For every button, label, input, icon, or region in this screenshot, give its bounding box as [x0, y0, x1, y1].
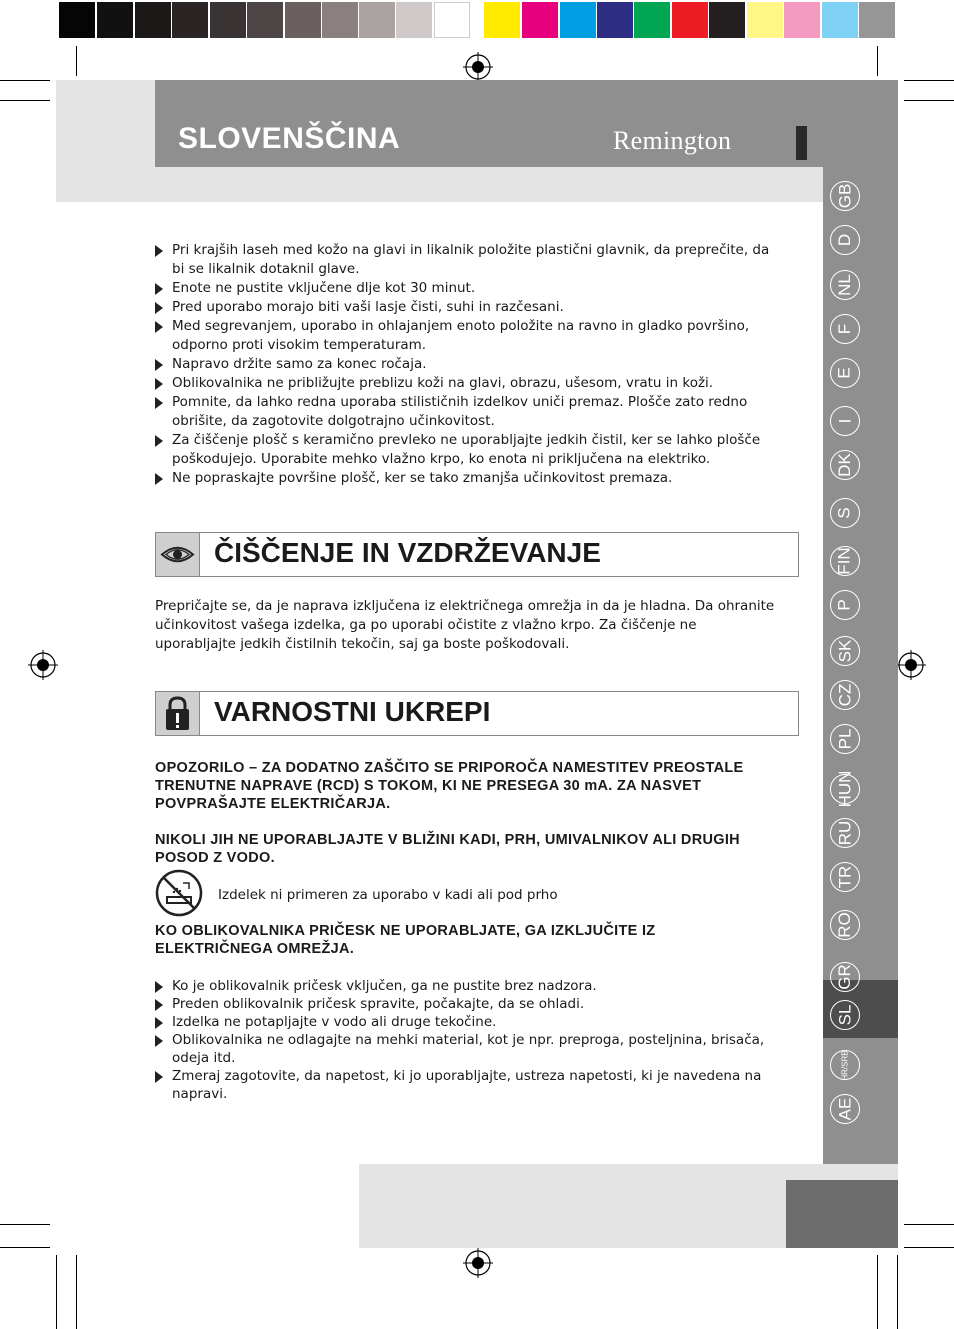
cleaning-text: Prepričajte se, da je naprava izključena iz električnega omrežja in da je hladna. Da ohranite učinkovitost vašega izdelka, ga po uporabi očistite z vlažno krpo. Za čiščenje ne uporabljajte jedkih čistilnih tekočin, saj ga boste poškodovali.: [155, 598, 775, 652]
tab-sk[interactable]: SK: [830, 636, 860, 666]
intro-bullet-list: [155, 241, 775, 488]
tab-f[interactable]: F: [830, 314, 860, 344]
tab-p[interactable]: P: [830, 590, 860, 620]
section-title: VARNOSTNI UKREPI: [214, 696, 491, 727]
tab-e[interactable]: E: [830, 358, 860, 388]
tab-i[interactable]: I: [830, 406, 860, 436]
list-item: Preden oblikovalnik pričesk spravite, počakajte, da se ohladi.: [155, 995, 775, 1013]
padlock-warning-icon: [156, 692, 200, 735]
no-bath-icon: [155, 869, 203, 917]
list-item: Med segrevanjem, uporabo in ohlajanjem enoto položite na ravno in gladko površino, odporno proti visokim temperaturam.: [155, 317, 775, 355]
list-item: Napravo držite samo za konec ročaja.: [155, 355, 775, 374]
registration-mark-left: [28, 650, 58, 680]
tab-cz[interactable]: CZ: [830, 680, 860, 710]
list-item: Izdelka ne potapljajte v vodo ali druge tekočine.: [155, 1013, 775, 1031]
tab-dk[interactable]: DK: [830, 450, 860, 480]
tab-s[interactable]: S: [830, 498, 860, 528]
unplug-warning: KO OBLIKOVALNIKA PRIČESK NE UPORABLJATE, GA IZKLJUČITE IZ ELEKTRIČNEGA OMREŽJA.: [155, 923, 656, 957]
tab-ro[interactable]: RO: [830, 910, 860, 940]
page-title: SLOVENŠČINA: [178, 122, 401, 155]
registration-mark-bottom: [463, 1248, 493, 1278]
registration-mark-top: [463, 52, 493, 82]
list-item: Pomnite, da lahko redna uporaba stilističnih izdelkov uniči premaz. Plošče zato redno obrišite, da zagotovite dolgotrajno učinkovitost.: [155, 393, 775, 431]
tab-hun[interactable]: HUN: [830, 774, 860, 804]
section-title: ČIŠČENJE IN VZDRŽEVANJE: [214, 537, 601, 568]
rcd-warning: OPOZORILO – ZA DODATNO ZAŠČITO SE PRIPOROČA NAMESTITEV PREOSTALE TRENUTNE NAPRAVE (RCD) S TOKOM, KI NE PRESEGA 30 mA. ZA NASVET POVPRAŠAJTE ELEKTRIČARJA.: [155, 760, 744, 812]
list-item: Oblikovalnika ne odlagajte na mehki material, kot je npr. preproga, posteljnina, brisača, odeja itd.: [155, 1031, 775, 1067]
cleaning-section-heading: [155, 532, 799, 577]
tab-d[interactable]: D: [830, 225, 860, 255]
tab-ae[interactable]: AE: [830, 1094, 860, 1124]
page-number-block: [786, 1180, 898, 1248]
no-bath-caption: Izdelek ni primeren za uporabo v kadi ali pod prho: [218, 887, 558, 903]
list-item: Ne popraskajte površine plošč, ker se tako zmanjša učinkovitost premaza.: [155, 469, 775, 488]
safety-section-heading: [155, 691, 799, 736]
tab-gr[interactable]: GR: [830, 962, 860, 992]
list-item: Za čiščenje plošč s keramično prevleko ne uporabljajte jedkih čistil, ker se lahko plošče poškodujejo. Uporabite mehko vlažno krpo, ko enota ni priključena na elektriko.: [155, 431, 775, 469]
list-item: Ko je oblikovalnik pričesk vključen, ga ne pustite brez nadzora.: [155, 977, 775, 995]
tab-nl[interactable]: NL: [830, 270, 860, 300]
tab-fin[interactable]: FIN: [830, 546, 860, 576]
registration-mark-right: [896, 650, 926, 680]
brand-logo-bar: [796, 126, 807, 160]
tab-tr[interactable]: TR: [830, 862, 860, 892]
tab-hr-srb[interactable]: HR/SRB: [830, 1050, 860, 1080]
tab-pl[interactable]: PL: [830, 724, 860, 754]
tab-ru[interactable]: RU: [830, 818, 860, 848]
eye-icon: [156, 533, 200, 576]
brand-logo: Remington: [613, 126, 732, 155]
list-item: Oblikovalnika ne približujte preblizu koži na glavi, obrazu, ušesom, vratu in koži.: [155, 374, 775, 393]
tab-sl[interactable]: SL: [830, 1000, 860, 1030]
list-item: Pred uporabo morajo biti vaši lasje čisti, suhi in razčesani.: [155, 298, 775, 317]
list-item: Zmeraj zagotovite, da napetost, ki jo uporabljajte, ustreza napetosti, ki je navedena na napravi.: [155, 1067, 775, 1103]
list-item: Pri krajših laseh med kožo na glavi in likalnik položite plastični glavnik, da preprečite, da bi se likalnik dotaknil glave.: [155, 241, 775, 279]
list-item: Enote ne pustite vključene dlje kot 30 minut.: [155, 279, 775, 298]
tab-gb[interactable]: GB: [830, 181, 860, 211]
water-warning: NIKOLI JIH NE UPORABLJAJTE V BLIŽINI KADI, PRH, UMIVALNIKOV ALI DRUGIH POSOD Z VODO.: [155, 832, 740, 866]
safety-bullet-list: [155, 977, 775, 1103]
